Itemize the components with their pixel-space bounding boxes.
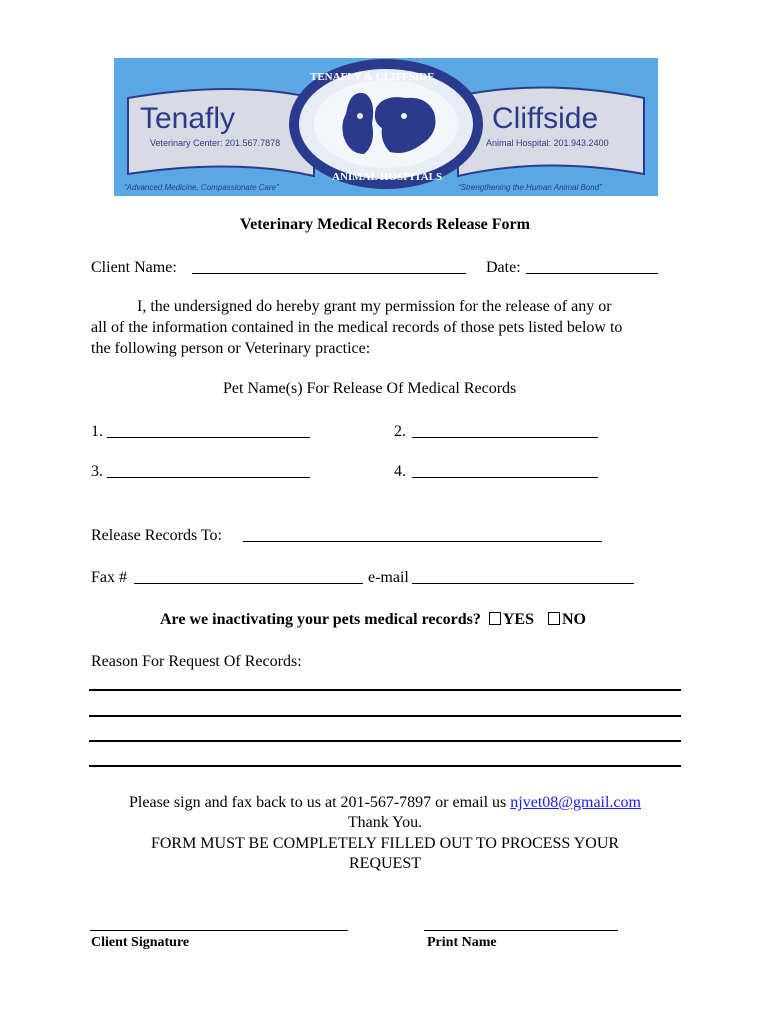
pet-1-field[interactable] (107, 437, 310, 438)
print-name-field[interactable] (424, 930, 618, 931)
reason-line-3[interactable] (89, 740, 681, 742)
pet-4-label: 4. (394, 463, 406, 480)
date-field[interactable] (526, 273, 658, 274)
date-label: Date: (486, 259, 521, 276)
footer-instructions-text: Please sign and fax back to us at 201-567-7897 or email us (129, 794, 507, 811)
pet-names-heading: Pet Name(s) For Release Of Medical Records (223, 380, 517, 397)
logo-right-sub: Animal Hospital: 201.943.2400 (486, 138, 609, 148)
logo-left-sub: Veterinary Center: 201.567.7878 (150, 138, 281, 148)
hospital-logo (114, 58, 658, 196)
form-title: Veterinary Medical Records Release Form (240, 216, 530, 233)
logo-right-tagline: “Strengthening the Human Animal Bond” (458, 183, 602, 192)
release-to-field[interactable] (243, 541, 602, 542)
footer-instructions (0, 793, 770, 813)
email-link[interactable]: njvet08@gmail.com (510, 794, 641, 811)
client-signature-field[interactable] (90, 930, 348, 931)
pet-2-field[interactable] (412, 437, 598, 438)
thank-you-text: Thank You. (347, 814, 423, 831)
logo-right-name: Cliffside (492, 102, 599, 135)
client-name-field[interactable] (192, 273, 466, 274)
client-signature-label: Client Signature (91, 935, 190, 950)
reason-line-4[interactable] (89, 765, 681, 767)
reason-line-1[interactable] (89, 689, 681, 691)
pet-2-label: 2. (394, 423, 406, 440)
permission-text-line2: all of the information contained in the medical records of those pets listed below to (91, 319, 623, 336)
yes-label: YES (502, 611, 534, 628)
permission-text-line1: I, the undersigned do hereby grant my permission for the release of any or (137, 298, 612, 315)
pet-3-label: 3. (91, 463, 103, 480)
must-fill-line1: FORM MUST BE COMPLETELY FILLED OUT TO PROCESS YOUR (150, 835, 620, 852)
logo-arc-text: TENAFLY & CLIFFSIDE (310, 71, 435, 83)
fax-label: Fax # (91, 569, 127, 586)
yes-checkbox[interactable] (489, 612, 501, 625)
pet-1-label: 1. (91, 423, 103, 440)
no-label: NO (561, 611, 586, 628)
logo-bottom-arc-text: ANIMAL HOSPITALS (332, 171, 443, 183)
inactivate-question: Are we inactivating your pets medical records? (160, 611, 481, 628)
email-label: e-mail (368, 569, 409, 586)
logo-left-name: Tenafly (140, 102, 236, 135)
inactivate-question-row (160, 610, 586, 630)
reason-line-2[interactable] (89, 715, 681, 717)
print-name-label: Print Name (427, 935, 497, 950)
permission-text-line3: the following person or Veterinary practice: (91, 340, 371, 357)
release-to-label: Release Records To: (91, 527, 222, 544)
reason-label: Reason For Request Of Records: (91, 653, 302, 670)
no-checkbox[interactable] (548, 612, 560, 625)
must-fill-line2: REQUEST (349, 855, 421, 872)
email-field[interactable] (412, 583, 634, 584)
fax-field[interactable] (134, 583, 363, 584)
pet-3-field[interactable] (107, 477, 310, 478)
pet-4-field[interactable] (412, 477, 598, 478)
client-name-label: Client Name: (91, 259, 177, 276)
logo-left-tagline: “Advanced Medicine, Compassionate Care” (124, 183, 279, 192)
